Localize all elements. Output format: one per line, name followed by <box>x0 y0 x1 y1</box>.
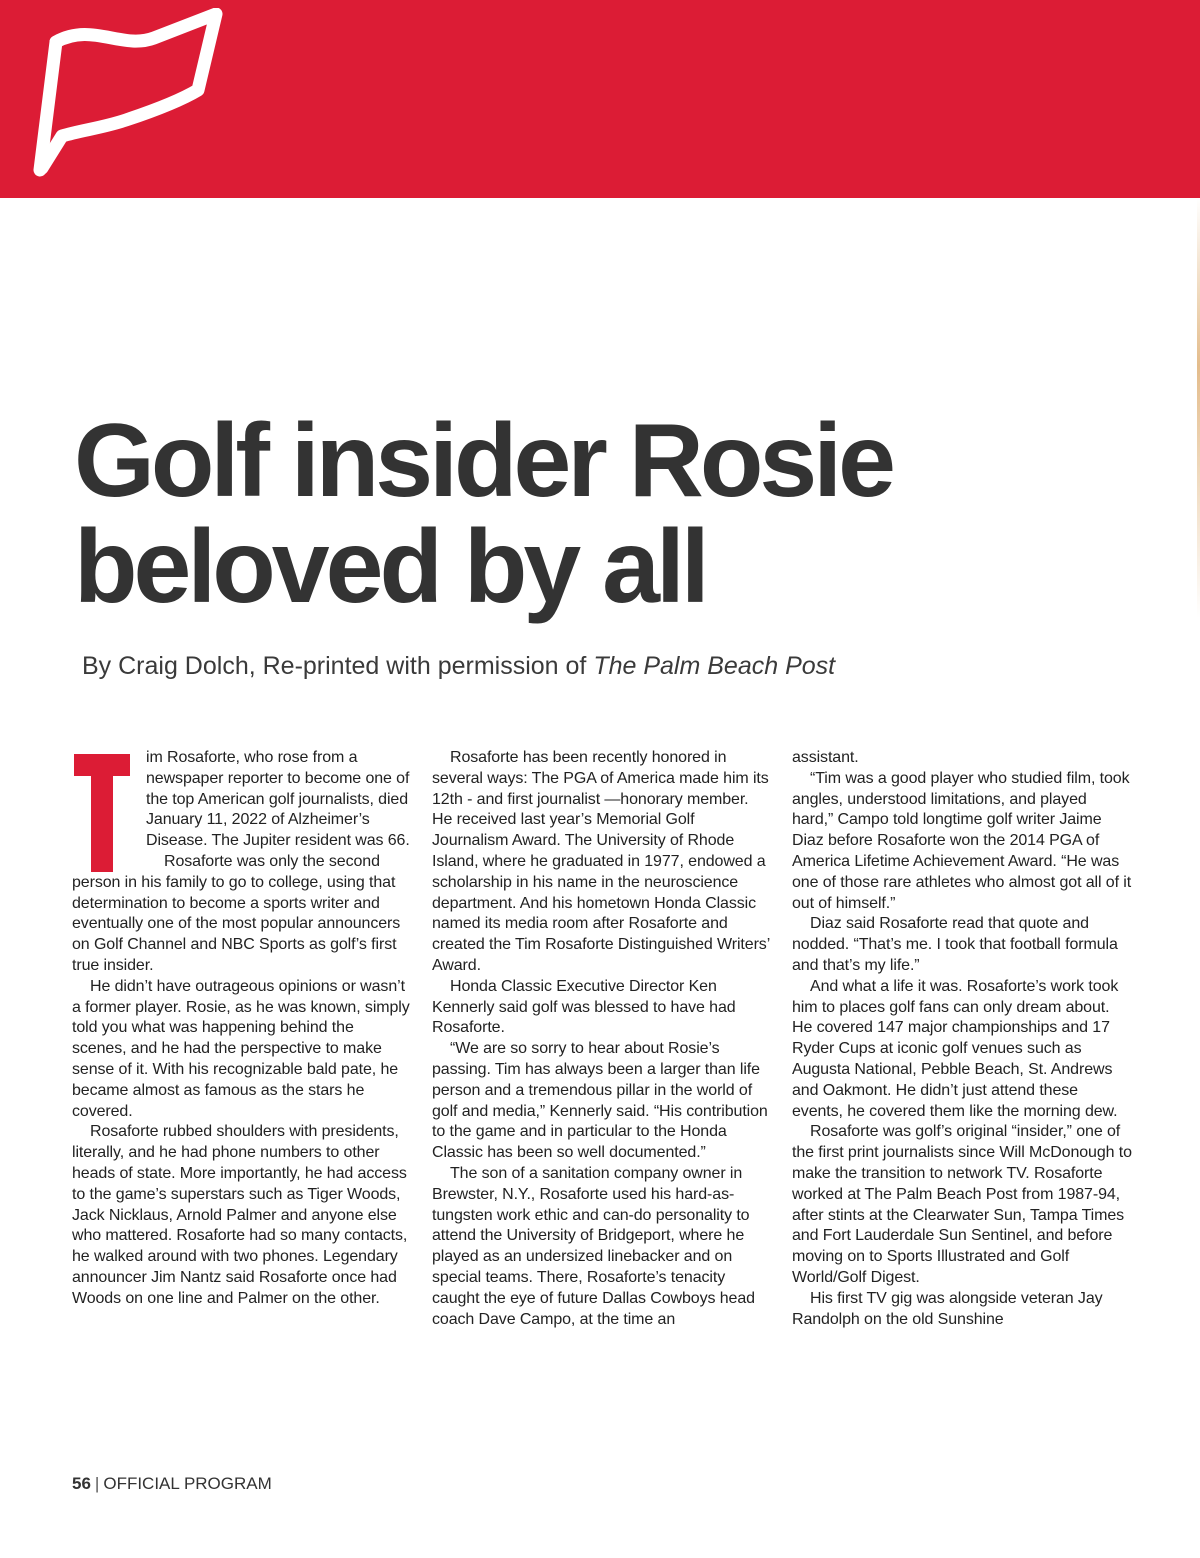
paragraph: Rosaforte rubbed shoulders with presidents, literally, and he had phone numbers to other heads of state. More importantly, he had access to the game’s superstars such as Tiger Woods, Jack Nicklaus, Arnold Palmer and anyone else who mattered. Rosaforte had so many contacts, he walked around with two phones. Legendary announcer Jim Nantz said Rosaforte once had Woods on one line and Palmer on the other. <box>72 1123 408 1307</box>
article-column-2 <box>432 748 772 1428</box>
paragraph: “Tim was a good player who studied film, took angles, understood limitations, and played hard,” Campo told longtime golf writer Jaime Diaz before Rosaforte won the 2014 PGA of America Lifetime Achievement Award. “He was one of those rare athletes who almost got all of it out of himself.” <box>792 769 1132 912</box>
paragraph: The son of a sanitation company owner in Brewster, N.Y., Rosaforte used his hard-as-tungsten work ethic and can-do personality to attend the University of Bridgeport, where he played as an undersized linebacker and on special teams. There, Rosaforte’s tenacity caught the eye of future Dallas Cowboys head coach Dave Campo, at the time an <box>432 1164 755 1328</box>
flag-icon <box>22 8 232 178</box>
drop-cap-letter: T <box>101 834 103 835</box>
byline <box>82 650 1082 682</box>
headline-line-2: beloved by all <box>74 509 706 625</box>
paragraph: im Rosaforte, who rose from a newspaper reporter to become one of the top American golf journalists, died January 11, 2022 of Alzheimer’s Disease. The Jupiter resident was 66. <box>146 749 410 850</box>
headline-line-1: Golf insider Rosie <box>74 403 892 519</box>
page-number: 56 <box>72 1474 91 1493</box>
headline <box>74 403 1134 625</box>
paragraph: Honda Classic Executive Director Ken Kennerly said golf was blessed to have had Rosaforte. <box>432 977 736 1037</box>
paragraph: He didn’t have outrageous opinions or wasn’t a former player. Rosie, as he was known, simply told you what was happening behind the scenes, and he had the perspective to make sense of it. With his recognizable bald pate, he became almost as famous as the stars he covered. <box>72 977 410 1120</box>
byline-author: By Craig Dolch, Re-printed with permission of <box>82 652 594 680</box>
paragraph: His first TV gig was alongside veteran Jay Randolph on the old Sunshine <box>792 1289 1103 1328</box>
paragraph: Diaz said Rosaforte read that quote and nodded. “That’s me. I took that football formula and that’s my life.” <box>792 915 1118 974</box>
header-banner <box>0 0 1200 198</box>
paragraph: “We are so sorry to hear about Rosie’s passing. Tim has always been a larger than life person and a tremendous pillar in the world of golf and media,” Kennerly said. “His contribution to the game and in particular to the Honda Classic has been so well documented.” <box>432 1040 768 1162</box>
footer-separator: | <box>94 1474 100 1493</box>
article-column-3 <box>792 748 1132 1428</box>
byline-publication: The Palm Beach Post <box>593 652 836 680</box>
article-column-1 <box>72 748 412 1428</box>
drop-cap <box>74 754 130 872</box>
publication-name: OFFICIAL PROGRAM <box>103 1474 272 1493</box>
paragraph: Rosaforte was only the second person in his family to go to college, using that determination to become a sports writer and eventually one of the most popular announcers on Golf Channel and NBC Sports as golf’s first true insider. <box>72 852 401 974</box>
paragraph: assistant. <box>792 749 859 766</box>
paragraph: Rosaforte was golf’s original “insider,” one of the first print journalists since Will McDonough to make the transition to network TV. Rosaforte worked at The Palm Beach Post from 1987-94, after stints at the Clearwater Sun, Tampa Times and Fort Lauderdale Sun Sentinel, and before moving on to Sports Illustrated and Golf World/Golf Digest. <box>792 1123 1132 1286</box>
paragraph: And what a life it was. Rosaforte’s work took him to places golf fans can only dream about. He covered 147 major championships and 17 Ryder Cups at iconic golf venues such as Augusta National, Pebble Beach, St. Andrews and Oakmont. He didn’t just attend these events, he covered them like the morning dew. <box>792 977 1119 1120</box>
page-footer <box>72 1472 272 1496</box>
paragraph: Rosaforte has been recently honored in several ways: The PGA of America made him its 12th - and first journalist —honorary member. He received last year’s Memorial Golf Journalism Award. The University of Rhode Island, where he graduated in 1977, endowed a scholarship in his name in the neuroscience department. And his hometown Honda Classic named its media room after Rosaforte and created the Tim Rosaforte Distinguished Writers’ Award. <box>432 749 770 974</box>
